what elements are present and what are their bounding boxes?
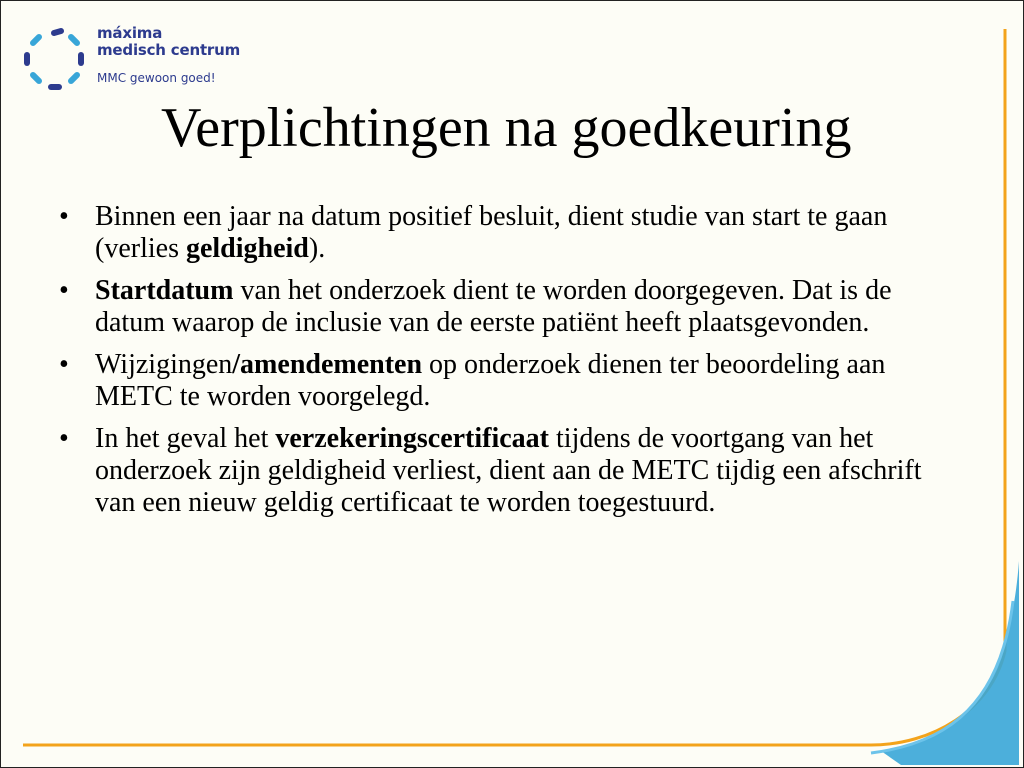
bullet-text: op onderzoek dienen ter beoordeling aan METC te worden voorgelegd. — [95, 349, 886, 412]
bullet-text: van het onderzoek dient te worden doorgegeven. Dat is de datum waarop de inclusie van de eerste patiënt heeft plaatsgevonden. — [95, 275, 892, 338]
bullet-dot: • — [59, 423, 69, 454]
logo-name-line2: medisch centrum — [97, 41, 241, 59]
bullet-bold-text: Startdatum — [95, 275, 234, 306]
bullet-text: Wijzigingen — [95, 349, 233, 380]
bullet-bold-text: geldigheid — [185, 233, 309, 264]
bullet-dot: • — [59, 201, 69, 232]
bullet-dot: • — [59, 349, 69, 380]
bullet-bold-text: /amendementen — [232, 349, 423, 380]
bullet-item — [59, 349, 959, 413]
bullet-bold-text: verzekeringscertificaat — [275, 423, 550, 454]
mmc-logo — [21, 25, 241, 95]
logo-slogan: MMC gewoon goed! — [97, 71, 216, 85]
bullet-text: ). — [308, 233, 326, 264]
logo-mark-icon — [21, 27, 87, 93]
bullet-dot: • — [59, 275, 69, 306]
logo-name-line1: máxima — [97, 24, 163, 42]
slide-title: Verplichtingen na goedkeuring — [161, 97, 852, 159]
bullet-item — [59, 201, 959, 265]
bullet-text: In het geval het — [95, 423, 276, 454]
bullet-item — [59, 275, 959, 339]
bullet-item — [59, 423, 959, 519]
bullet-text: tijdens de voortgang van het onderzoek zijn geldigheid verliest, dient aan de METC tijdig een afschrift van een nieuw geldig certificaat te worden toegestuurd. — [95, 423, 922, 518]
bullet-text: Binnen een jaar na datum positief besluit, dient studie van start te gaan (verlies — [95, 201, 888, 264]
logo-text — [97, 25, 240, 85]
bullet-list — [59, 201, 959, 529]
